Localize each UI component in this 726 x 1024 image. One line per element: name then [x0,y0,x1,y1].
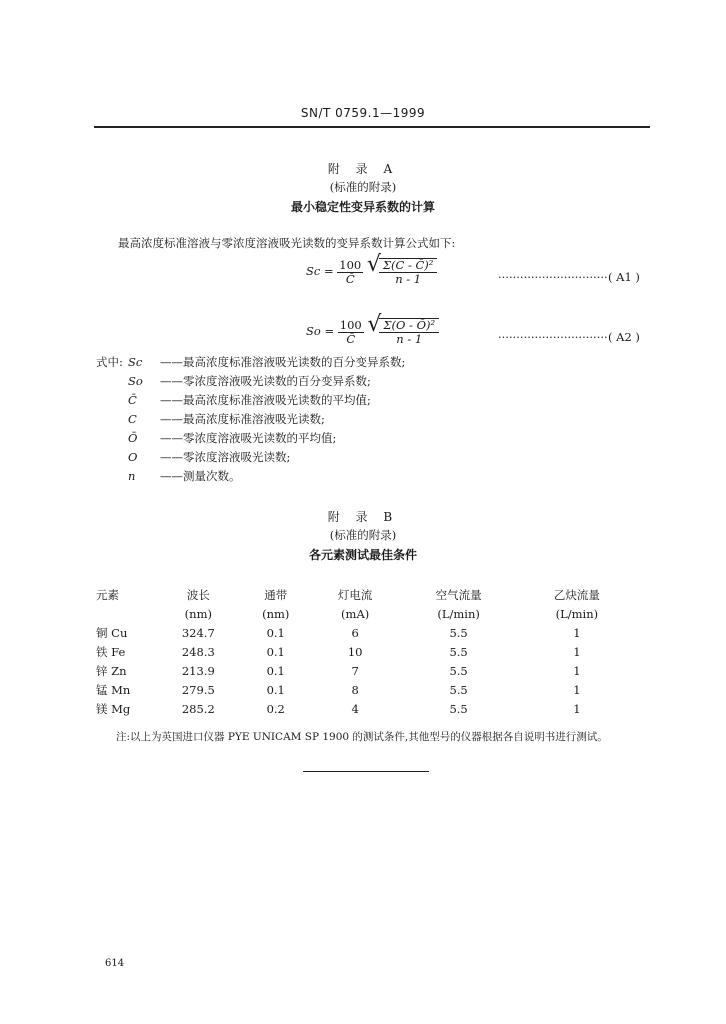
sqrt-icon: √ [366,252,381,277]
table-unit-cell: (nm) [184,606,212,621]
table-row [96,680,636,699]
table-footnote: 注:以上为英国进口仪器 PYE UNICAM SP 1900 的测试条件,其他型号的仪器根据各自说明书进行测试。 [116,731,608,743]
formula-a2-lhs: So = [306,324,335,338]
page-number: 614 [105,958,125,969]
table-header-cell: 波长 [186,587,210,602]
formula-a2 [306,312,439,346]
table-unit-cell: (mA) [341,606,370,621]
table-cell: 4 [351,701,359,716]
table-header-cell: 灯电流 [337,587,373,602]
table-cell: 铁 Fe [96,644,126,659]
table-header-cell: 通带 [264,587,288,602]
formula-a1-rad-num: Σ(C - C̄)² [382,258,434,272]
table-cell: 213.9 [181,663,215,678]
table-header-cell: 乙炔流量 [553,587,600,602]
table-cell: 8 [351,682,359,697]
definition-item: So ——零浓度溶液吸光读数的百分变异系数; [128,374,371,388]
end-rule [303,771,429,772]
table-cell: 10 [347,644,363,659]
appendix-b-note: (标准的附录) [329,528,397,542]
formula-a2-tag: ( A2 ) [608,330,640,344]
formula-a2-coef-den: C̄ [346,331,356,346]
table-cell: 5.5 [449,701,468,716]
table-cell: 5.5 [449,644,468,659]
table-cell: 铜 Cu [96,625,128,640]
table-cell: 0.1 [266,644,285,659]
formula-a1-coef-den: C̄ [345,271,355,286]
formula-a1-coef-num: 100 [339,257,362,272]
appendix-b-title: 各元素测试最佳条件 [308,548,417,562]
table-cell: 0.1 [266,663,285,678]
table-unit-cell: (L/min) [555,606,599,621]
formula-a1-rad-den: n - 1 [379,272,438,286]
table-cell: 1 [573,663,581,678]
table-row [96,623,636,642]
definition-item: Sc ——最高浓度标准溶液吸光读数的百分变异系数; [128,355,406,369]
table-row [96,661,636,680]
definition-item: C̄ ——最高浓度标准溶液吸光读数的平均值; [128,393,371,407]
where-label: 式中: [96,355,123,369]
formula-a2-rad-num: Σ(O - Ō)² [383,318,436,332]
formula-a2-rad-den: n - 1 [379,332,439,346]
table-cell: 324.7 [181,625,215,640]
formula-a2-leader: ······························ [498,330,608,344]
formula-a1-coefficient [337,259,363,286]
appendix-b-heading: 附 录 B [327,510,399,524]
definition-item: C ——最高浓度标准溶液吸光读数; [128,412,325,426]
formula-a1-leader: ······························ [498,270,608,284]
table-unit-cell: (L/min) [437,606,480,621]
table-cell: 279.5 [181,682,215,697]
table-unit-cell [96,604,156,623]
table-cell: 7 [351,663,359,678]
table-cell: 锰 Mn [96,682,131,697]
appendix-a-note: (标准的附录) [329,180,397,194]
appendix-a-title: 最小稳定性变异系数的计算 [290,200,435,214]
definition-item: Ō ——零浓度溶液吸光读数的平均值; [128,431,337,445]
formula-a2-coefficient [338,319,364,346]
formula-a1-radical [366,252,438,286]
definition-item: n ——测量次数。 [128,469,241,483]
table-header-cell: 元素 [96,587,119,602]
table-cell: 5.5 [449,663,468,678]
table-cell: 285.2 [181,701,215,716]
formula-a1-lhs: Sc = [306,264,334,278]
sqrt-icon: √ [367,312,382,337]
table-cell: 5.5 [449,682,468,697]
table-cell: 248.3 [181,644,215,659]
conditions-table [96,585,636,718]
formula-a1 [306,252,437,286]
formula-a2-coef-num: 100 [339,317,362,332]
table-cell: 1 [573,644,581,659]
table-row [96,699,636,718]
table-cell: 0.1 [266,625,285,640]
table-cell: 5.5 [449,625,468,640]
definition-item: O ——零浓度溶液吸光读数; [128,450,291,464]
table-cell: 0.1 [266,682,285,697]
formula-a1-tag: ( A1 ) [608,270,640,284]
table-cell: 6 [351,625,359,640]
standard-number: SN/T 0759.1—1999 [300,106,426,120]
table-header-row [96,585,636,604]
table-cell: 1 [573,682,581,697]
table-units-row [96,604,636,623]
table-header-cell: 空气流量 [435,587,482,602]
table-cell: 0.2 [266,701,285,716]
formula-a2-radical [367,312,439,346]
table-cell: 1 [573,701,581,716]
table-row [96,642,636,661]
table-cell: 镁 Mg [96,701,131,716]
appendix-a-intro: 最高浓度标准溶液与零浓度溶液吸光读数的变异系数计算公式如下: [118,236,456,250]
table-cell: 锌 Zn [96,663,127,678]
header-rule [94,126,650,128]
appendix-a-heading: 附 录 A [327,162,399,176]
table-unit-cell: (nm) [262,606,290,621]
table-cell: 1 [573,625,581,640]
